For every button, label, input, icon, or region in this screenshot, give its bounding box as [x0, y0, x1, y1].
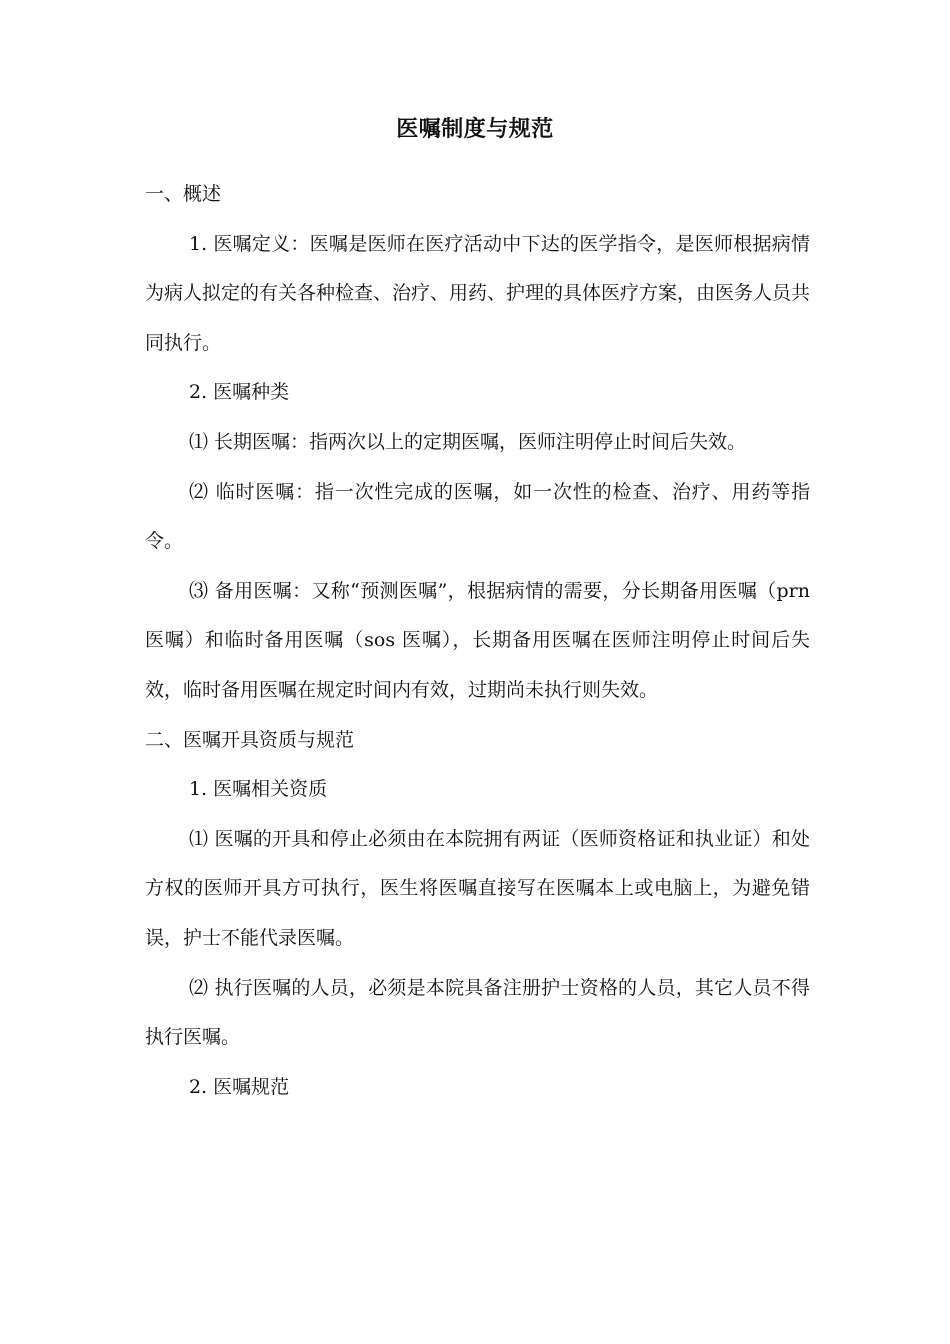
paragraph-standby-order: ⑶ 备用医嘱：又称“预测医嘱”，根据病情的需要，分长期备用医嘱（prn 医嘱）和临时备用医嘱（sos 医嘱），长期备用医嘱在医师注明停止时间后失效，临时备用医嘱在规定时间内有效，过期尚未执行则失效。: [145, 579, 810, 701]
section-heading-qualification: 二、医嘱开具资质与规范: [145, 728, 355, 751]
paragraph-executing-qualification: ⑵ 执行医嘱的人员，必须是本院具备注册护士资格的人员，其它人员不得执行医嘱。: [145, 976, 810, 1049]
paragraph-temporary-order: ⑵ 临时医嘱：指一次性完成的医嘱，如一次性的检查、治疗、用药等指令。: [145, 480, 810, 553]
paragraph-long-term-order: ⑴ 长期医嘱：指两次以上的定期医嘱，医师注明停止时间后失效。: [189, 430, 747, 453]
section-heading-overview: 一、概述: [145, 183, 222, 205]
document-title: 医嘱制度与规范: [396, 117, 554, 142]
document-body: [145, 170, 810, 1112]
paragraph-prescribing-qualification: ⑴ 医嘱的开具和停止必须由在本院拥有两证（医师资格证和执业证）和处方权的医师开具方可执行，医生将医嘱直接写在医嘱本上或电脑上，为避免错误，护士不能代录医嘱。: [145, 827, 810, 949]
paragraph-definition: 1. 医嘱定义：医嘱是医师在医疗活动中下达的医学指令，是医师根据病情为病人拟定的有关各种检查、治疗、用药、护理的具体医疗方案，由医务人员共同执行。: [145, 232, 811, 354]
paragraph-qualification-heading: 1. 医嘱相关资质: [189, 778, 328, 801]
paragraph-types-heading: 2. 医嘱种类: [189, 381, 290, 404]
paragraph-norms-heading: 2. 医嘱规范: [189, 1075, 290, 1098]
